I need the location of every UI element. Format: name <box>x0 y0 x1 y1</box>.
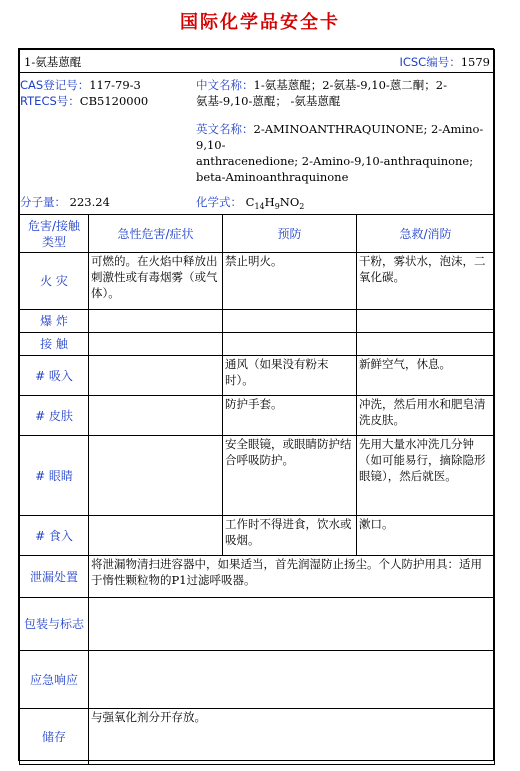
chinese-name <box>196 77 492 109</box>
molecular-weight <box>20 194 110 210</box>
section-label: 泄漏处置 <box>19 556 89 598</box>
row-label: 爆 炸 <box>19 310 89 333</box>
mw-value: 223.24 <box>69 195 110 209</box>
table-header-2: 预防 <box>223 215 357 253</box>
table-cell: 新鲜空气，休息。 <box>357 356 495 396</box>
table-cell <box>357 310 495 333</box>
rtecs-label: RTECS号： <box>20 94 80 108</box>
section-text <box>89 651 495 709</box>
table-cell <box>89 356 223 396</box>
section-text: 将泄漏物清扫进容器中，如果适当，首先润湿防止扬尘。个人防护用具：适用于惰性颗粒物的P1过滤呼吸器。 <box>89 556 495 598</box>
section-label: 储存 <box>19 709 89 765</box>
icsc-number <box>399 54 490 70</box>
table-header-3: 急救/消防 <box>357 215 495 253</box>
table-cell: 先用大量水冲洗几分钟（如可能易行，摘除隐形眼镜），然后就医。 <box>357 436 495 516</box>
icsc-value: 1579 <box>460 55 490 69</box>
page-title: 国际化学品安全卡 <box>180 12 340 33</box>
table-cell: 冲洗，然后用水和肥皂清洗皮肤。 <box>357 396 495 436</box>
section-label: 应急响应 <box>19 651 89 709</box>
cn-label: 中文名称： <box>196 78 254 92</box>
table-cell <box>89 436 223 516</box>
table-cell <box>89 516 223 556</box>
table-header-1: 急性危害/症状 <box>89 215 223 253</box>
table-cell: 防护手套。 <box>223 396 357 436</box>
row-label: 火 灾 <box>19 253 89 310</box>
formula-label: 化学式： <box>196 195 242 209</box>
header-row <box>19 49 495 73</box>
rtecs-value: CB5120000 <box>79 94 149 108</box>
cn-value-1: 1-氨基蒽醌；2-氨基-9,10-蒽二酮；2- <box>253 78 447 92</box>
row-label: # 眼睛 <box>19 436 89 516</box>
mw-label: 分子量： <box>20 195 66 209</box>
table-cell: 通风（如果没有粉末时）。 <box>223 356 357 396</box>
chemical-formula: 化学式： $C_{14}H_9NO_2$ <box>196 195 305 211</box>
table-cell: 工作时不得进食，饮水或吸烟。 <box>223 516 357 556</box>
rtecs-number <box>20 93 148 109</box>
table-cell: 禁止明火。 <box>223 253 357 310</box>
chemical-name: 1-氨基蒽醌 <box>24 55 82 69</box>
en-value-3: beta-Aminoanthraquinone <box>196 170 349 184</box>
en-value-1: 2-AMINOANTHRAQUINONE; 2-Amino-9,10- <box>196 122 484 152</box>
table-cell: 漱口。 <box>357 516 495 556</box>
cas-number <box>20 77 141 93</box>
cn-value-2: 氨基-9,10-蒽醌； -氨基蒽醌 <box>196 94 341 108</box>
table-cell <box>357 333 495 356</box>
section-text <box>89 598 495 651</box>
en-value-2: anthracenedione; 2-Amino-9,10-anthraquinone; <box>196 154 474 168</box>
table-cell: 可燃的。在火焰中释放出刺激性或有毒烟雾（或气体）。 <box>89 253 223 310</box>
section-text: 与强氧化剂分开存放。 <box>89 709 495 765</box>
section-label: 包装与标志 <box>19 598 89 651</box>
identification-block <box>19 73 495 215</box>
table-cell <box>89 396 223 436</box>
row-label: # 皮肤 <box>19 396 89 436</box>
table-cell <box>89 310 223 333</box>
row-label: # 吸入 <box>19 356 89 396</box>
icsc-label: ICSC编号： <box>399 55 461 69</box>
row-label: 接 触 <box>19 333 89 356</box>
english-name <box>196 121 494 185</box>
cas-label: CAS登记号： <box>20 78 90 92</box>
table-cell: 干粉，雾状水，泡沫，二氧化碳。 <box>357 253 495 310</box>
table-header-0: 危害/接触类型 <box>19 215 89 253</box>
table-cell: 安全眼镜，或眼睛防护结合呼吸防护。 <box>223 436 357 516</box>
cas-value: 117-79-3 <box>89 78 141 92</box>
en-label: 英文名称： <box>196 122 254 136</box>
safety-card <box>18 48 494 761</box>
table-cell <box>223 310 357 333</box>
table-cell <box>223 333 357 356</box>
table-cell <box>89 333 223 356</box>
row-label: # 食入 <box>19 516 89 556</box>
